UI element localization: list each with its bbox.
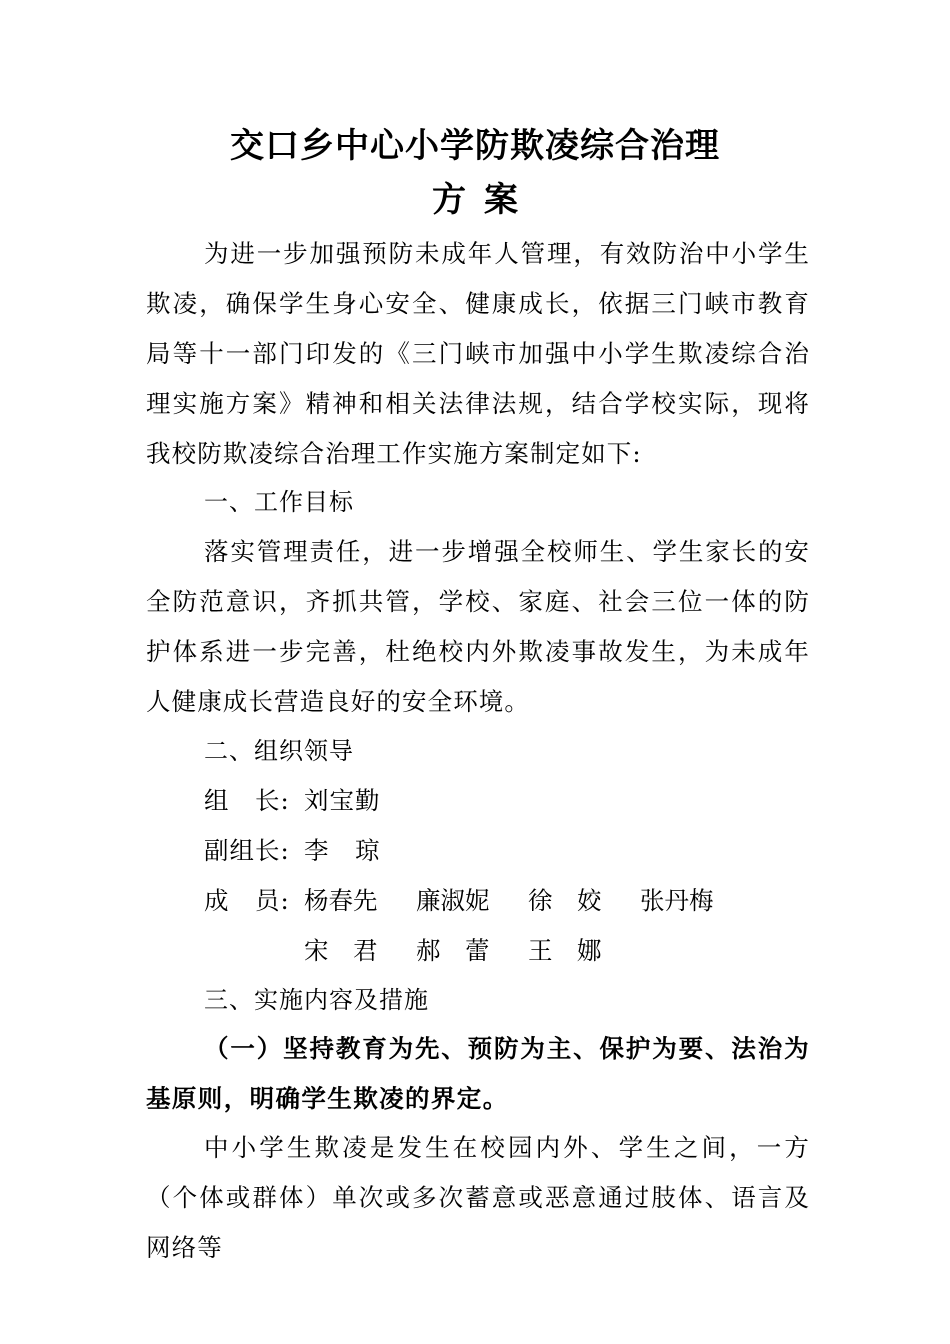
member-name: 徐 姣 (528, 886, 602, 915)
member-name: 杨春先 (304, 886, 378, 915)
leader-name: 刘宝勤 (304, 786, 381, 815)
section-heading-goals: 一、工作目标 (204, 488, 354, 516)
deputy-role-label: 副组长: (204, 836, 290, 865)
section-heading-measures: 三、实施内容及措施 (204, 986, 429, 1014)
member-name: 张丹梅 (640, 886, 714, 915)
goals-paragraph: 落实管理责任，进一步增强全校师生、学生家长的安全防范意识，齐抓共管，学校、家庭、社会三位一体的防护体系进一步完善，杜绝校内外欺凌事故发生，为未成年人健康成长营造良好的安全环境。 (146, 537, 810, 716)
member-name: 廉淑妮 (416, 886, 490, 915)
member-name: 宋 君 (304, 936, 378, 965)
section-heading-leadership: 二、组织领导 (204, 737, 354, 765)
document-title: 交口乡中心小学防欺凌综合治理 (230, 126, 720, 166)
member-name: 郝 蕾 (416, 936, 490, 965)
definition-paragraph: 中小学生欺凌是发生在校园内外、学生之间，一方（个体或群体）单次或多次蓄意或恶意通过肢体、语言及网络等 (146, 1133, 810, 1262)
intro-paragraph: 为进一步加强预防未成年人管理，有效防治中小学生欺凌，确保学生身心安全、健康成长，依据三门峡市教育局等十一部门印发的《三门峡市加强中小学生欺凌综合治理实施方案》精神和相关法律法规，结合学校实际，现将我校防欺凌综合治理工作实施方案制定如下: (146, 239, 810, 468)
member-name: 王 娜 (528, 936, 602, 965)
deputy-name: 李 琼 (304, 836, 381, 865)
members-role-label: 成 员: (204, 886, 290, 915)
document-title-line2: 方案 (432, 180, 536, 220)
subsection-heading-principles: （一）坚持教育为先、预防为主、保护为要、法治为基原则，明确学生欺凌的界定。 (146, 1034, 810, 1113)
leader-role-label: 组 长: (204, 786, 290, 815)
